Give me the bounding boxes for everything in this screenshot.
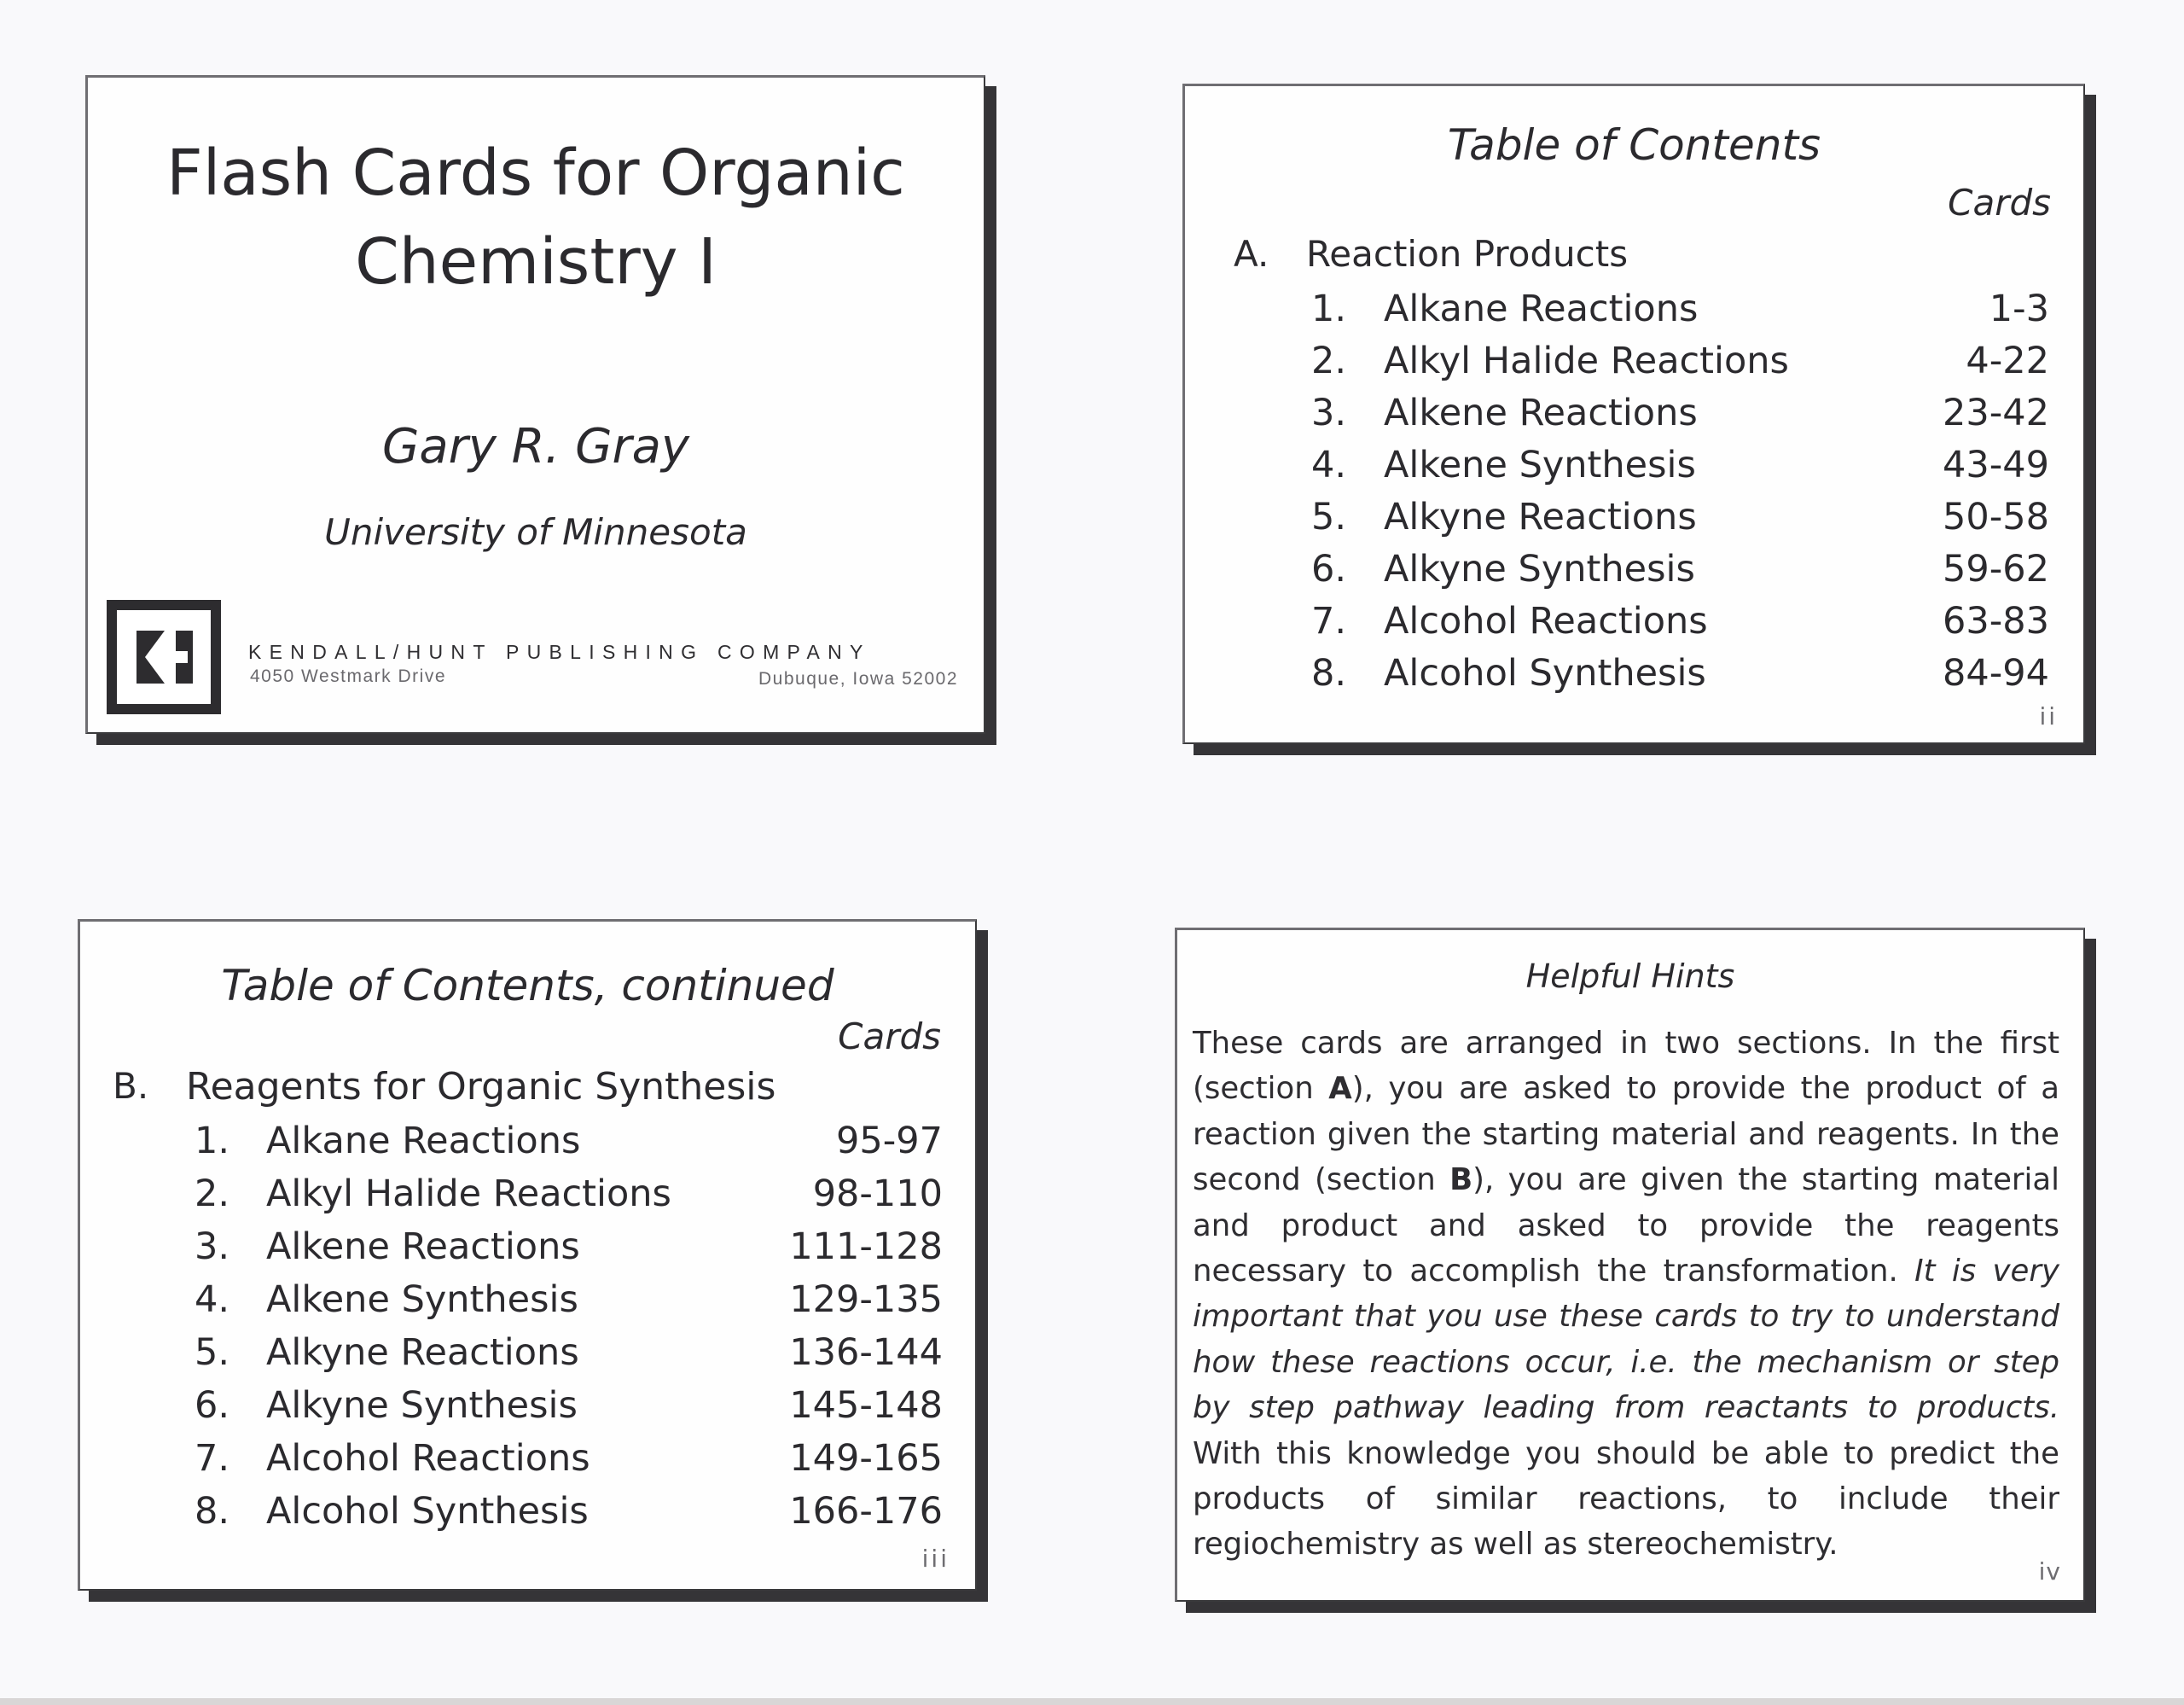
kendall-hunt-logo-icon [107,600,221,714]
toc-row-number: 4. [195,1278,230,1321]
cards-column-header: Cards [838,1015,941,1057]
toc-row-range: 166-176 [789,1490,943,1533]
section-a-ref: A [1328,1071,1352,1107]
toc-continued-title: Table of Contents, continued [221,961,834,1010]
toc-row [80,1173,975,1224]
toc-row-label: Alkene Synthesis [266,1278,578,1321]
toc-row-number: 7. [1311,600,1347,643]
toc-row-range: 84-94 [1943,652,2049,695]
section-letter: A. [1234,233,1269,275]
author-affiliation: University of Minnesota [324,511,747,553]
toc-row-range: 98-110 [812,1173,943,1215]
toc-row-number: 6. [195,1384,230,1427]
toc-row-range: 63-83 [1943,600,2049,643]
toc-row [1185,288,2083,339]
toc-row-label: Alkyl Halide Reactions [1384,340,1789,382]
author-name: Gary R. Gray [381,419,690,474]
toc-row-range: 1-3 [1989,288,2049,330]
helpful-hints-card [1175,928,2085,1602]
toc-row-label: Alkyl Halide Reactions [266,1173,671,1215]
toc-row-range: 95-97 [836,1120,943,1162]
toc-row-number: 4. [1311,444,1347,486]
toc-row [1185,496,2083,547]
toc-row-number: 8. [195,1490,230,1533]
page-number: iii [921,1545,950,1573]
toc-row-number: 1. [195,1120,230,1162]
toc-row-number: 8. [1311,652,1347,695]
toc-row [80,1384,975,1435]
hints-text: ), you are asked to provide the product of a reaction given the starting material and reagents. In the second (section [1193,1071,2059,1198]
toc-row-label: Alkyne Reactions [266,1331,579,1374]
toc-row-number: 2. [195,1173,230,1215]
toc-row [80,1437,975,1488]
toc-row-number: 5. [195,1331,230,1374]
publisher-city: Dubuque, Iowa 52002 [758,669,958,689]
cover-card [85,75,985,734]
toc-row-range: 50-58 [1943,496,2049,538]
toc-row [1185,444,2083,495]
hints-text: These cards are arranged in two sections. In the first (section [1193,1026,2059,1107]
toc-row-range: 149-165 [789,1437,943,1480]
toc-row [80,1278,975,1330]
toc-row [1185,548,2083,599]
toc-title: Table of Contents [1447,120,1821,170]
toc-row-range: 111-128 [789,1225,943,1268]
toc-row-number: 2. [1311,340,1347,382]
toc-row-range: 59-62 [1943,548,2049,591]
toc-row-label: Alcohol Synthesis [266,1490,589,1533]
toc-row-label: Alkane Reactions [1384,288,1699,330]
toc-row-label: Alkyne Reactions [1384,496,1697,538]
toc-row-number: 1. [1311,288,1347,330]
publisher-address: 4050 Westmark Drive [250,666,447,686]
toc-row [80,1225,975,1277]
toc-continued-card [78,919,977,1591]
toc-row-number: 3. [195,1225,230,1268]
toc-row [1185,340,2083,391]
toc-card [1182,84,2085,744]
page-number: iv [2038,1557,2061,1586]
toc-row-range: 145-148 [789,1384,943,1427]
toc-row-number: 3. [1311,392,1347,434]
toc-row [1185,600,2083,651]
hints-title: Helpful Hints [1525,957,1735,995]
hints-emphasis-text: It is very important that you use these cards to try to understand how these reactions occur, i.e. the mechanism or step by step pathway leading from reactants to products. [1193,1254,2059,1426]
toc-row-label: Alkene Reactions [1384,392,1698,434]
toc-row [1185,652,2083,703]
cover-title [88,129,984,306]
section-title: Reagents for Organic Synthesis [186,1065,776,1109]
toc-row-label: Alkene Synthesis [1384,444,1696,486]
cover-title-line1: Flash Cards for Organic [166,137,905,210]
toc-row-number: 7. [195,1437,230,1480]
toc-row-range: 129-135 [789,1278,943,1321]
toc-row-number: 6. [1311,548,1347,591]
toc-row-label: Alcohol Reactions [1384,600,1708,643]
section-b-ref: B [1449,1162,1473,1198]
toc-row-range: 136-144 [789,1331,943,1374]
toc-row-number: 5. [1311,496,1347,538]
toc-row [80,1331,975,1382]
toc-row-label: Alcohol Synthesis [1384,652,1706,695]
toc-row-label: Alcohol Reactions [266,1437,590,1480]
section-letter: B. [113,1065,149,1107]
hints-text: ), you are given the starting material and product and asked to provide the reagents necessary to accomplish the transformation. [1193,1162,2059,1289]
toc-row-label: Alkene Reactions [266,1225,580,1268]
toc-row-label: Alkyne Synthesis [266,1384,578,1427]
page-bottom-edge [0,1698,2184,1705]
toc-row [1185,392,2083,443]
hints-text: With this knowledge you should be able to predict the products of similar reactions, to include their regiochemistry as well as stereochemistry. [1193,1435,2059,1562]
toc-row [80,1490,975,1541]
publisher-name: KENDALL/HUNT PUBLISHING COMPANY [248,641,871,663]
toc-row-label: Alkane Reactions [266,1120,581,1162]
page-number: ii [2039,702,2058,730]
toc-row-label: Alkyne Synthesis [1384,548,1695,591]
toc-row [80,1120,975,1171]
hints-paragraph [1193,1021,2059,1568]
logo-glyph-icon [107,600,221,714]
section-title: Reaction Products [1306,233,1629,275]
toc-row-range: 23-42 [1943,392,2049,434]
toc-row-range: 43-49 [1943,444,2049,486]
toc-row-range: 4-22 [1966,340,2049,382]
cards-column-header: Cards [1948,182,2051,224]
cover-title-line2: Chemistry I [355,225,717,299]
